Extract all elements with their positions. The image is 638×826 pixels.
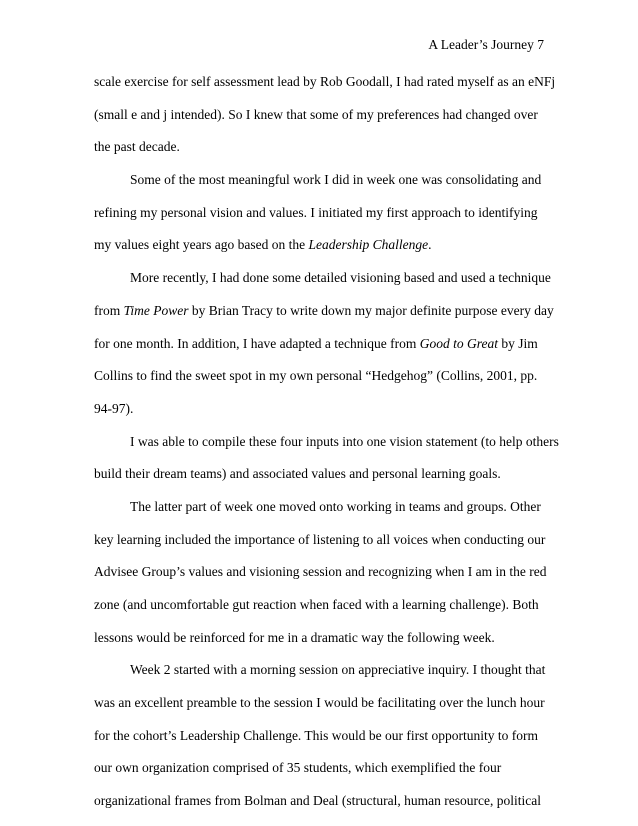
text-segment: for one month. In addition, I have adapted a technique from — [94, 335, 420, 351]
text-line — [94, 262, 551, 295]
text-segment: build their dream teams) and associated values and personal learning goals. — [94, 466, 501, 482]
text-segment: Some of the most meaningful work I did in week one was consolidating and — [130, 172, 542, 188]
text-segment: zone (and uncomfortable gut reaction when faced with a learning challenge). Both — [94, 597, 539, 612]
text-segment: organizational frames from Bolman and Deal (structural, human resource, political — [94, 793, 541, 809]
text-segment: I was able to compile these four inputs into one vision statement (to help others — [130, 433, 559, 449]
text-line — [94, 720, 546, 753]
text-line — [94, 197, 546, 230]
text-line — [94, 66, 556, 99]
text-segment: scale exercise for self assessment lead by Rob Goodall, I had rated myself as an eNFj — [94, 74, 556, 89]
text-segment: for the cohort’s Leadership Challenge. This would be our first opportunity to form — [94, 727, 539, 743]
text-line — [94, 458, 546, 491]
text-line — [94, 164, 546, 197]
italic-title: Good to Great — [419, 335, 499, 351]
text-line — [94, 360, 546, 393]
text-segment: The latter part of week one moved onto working in teams and groups. Other — [130, 498, 541, 514]
text-line — [94, 426, 559, 459]
text-segment: Advisee Group’s values and visioning session and recognizing when I am in the red — [94, 564, 547, 580]
text-line — [94, 229, 546, 262]
text-segment: by Brian Tracy to write down my major definite purpose every day — [188, 302, 554, 318]
text-segment: lessons would be reinforced for me in a dramatic way the following week. — [94, 629, 495, 645]
text-segment: (small e and j intended). So I knew that some of my preferences had changed over — [94, 106, 538, 122]
italic-title: Leadership Challenge — [308, 237, 429, 253]
text-line — [94, 328, 546, 361]
text-line — [94, 752, 546, 785]
text-segment: Collins to find the sweet spot in my own personal “Hedgehog” (Collins, 2001, pp. — [94, 368, 538, 384]
text-segment: . — [428, 237, 432, 253]
text-line — [94, 99, 546, 132]
text-line — [94, 556, 546, 589]
text-line — [94, 295, 554, 328]
running-head: A Leader’s Journey 7 — [428, 37, 544, 52]
italic-title: Time Power — [123, 302, 189, 318]
text-segment: our own organization comprised of 35 students, which exemplified the four — [94, 760, 502, 776]
text-segment: More recently, I had done some detailed visioning based and used a technique — [130, 270, 551, 286]
text-segment: was an excellent preamble to the session I would be facilitating over the lunch hour — [94, 695, 545, 711]
text-line — [94, 622, 546, 655]
text-segment: Week 2 started with a morning session on appreciative inquiry. I thought that — [130, 662, 546, 678]
text-line — [94, 491, 546, 524]
text-segment: from — [94, 302, 124, 318]
text-line — [94, 393, 546, 426]
text-segment: 94-97). — [94, 400, 134, 416]
text-line — [94, 589, 546, 622]
body-text — [94, 66, 559, 818]
text-line — [94, 654, 546, 687]
text-segment: refining my personal vision and values. I initiated my first approach to identifying — [94, 204, 538, 220]
text-line — [94, 785, 546, 818]
text-segment: my values eight years ago based on the — [94, 237, 309, 253]
text-segment: key learning included the importance of listening to all voices when conducting our — [94, 531, 546, 547]
text-segment: the past decade. — [94, 139, 180, 155]
text-line — [94, 687, 546, 720]
text-line — [94, 524, 546, 557]
text-segment: by Jim — [498, 335, 538, 351]
text-line — [94, 131, 546, 164]
